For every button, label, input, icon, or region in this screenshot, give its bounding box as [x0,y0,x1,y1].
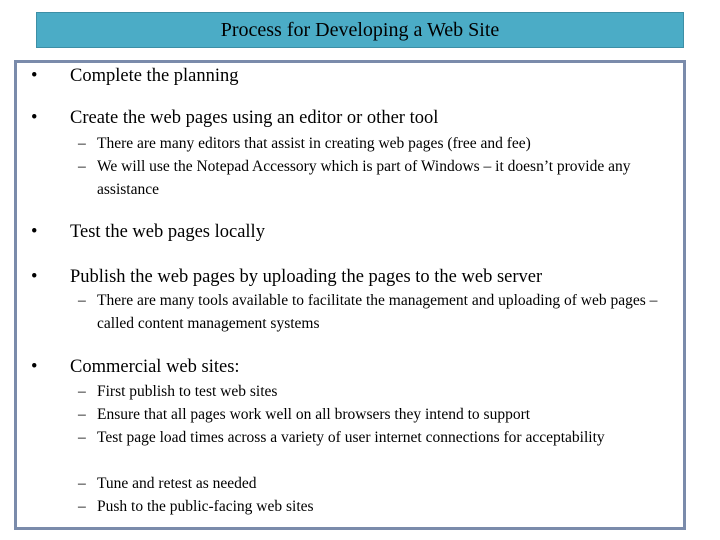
sub-text: We will use the Notepad Accessory which is part of Windows – it doesn’t provide any assistance [97,158,631,198]
sub-text: There are many editors that assist in creating web pages (free and fee) [97,135,531,152]
slide-title-bar [36,12,684,48]
bullet-marker: • [31,222,38,242]
dash-marker: – [78,475,86,492]
bullet-text: Complete the planning [70,66,239,86]
bullet-text: Publish the web pages by uploading the pages to the web server [70,267,543,287]
sub-item [78,381,638,404]
dash-marker: – [78,135,86,152]
sub-text: Push to the public-facing web sites [97,498,314,515]
bullet-text: Create the web pages using an editor or other tool [70,108,439,128]
sub-item [78,427,608,450]
dash-marker: – [78,406,86,423]
slide-title: Process for Developing a Web Site [220,18,500,41]
sub-text: Tune and retest as needed [97,475,257,492]
bullet-item [31,266,542,288]
bullet-text: Commercial web sites: [70,357,240,377]
bullet-marker: • [31,108,38,128]
bullet-item [31,107,438,129]
bullet-item [31,65,239,87]
dash-marker: – [78,429,86,446]
dash-marker: – [78,158,86,175]
sub-item [78,404,638,427]
sub-item [78,133,638,156]
dash-marker: – [78,383,86,400]
sub-text: Test page load times across a variety of user internet connections for acceptability [97,429,605,446]
bullet-item [31,221,265,243]
sub-text: First publish to test web sites [97,383,278,400]
bullet-marker: • [31,66,38,86]
sub-item [78,290,663,335]
sub-text: There are many tools available to facilitate the management and uploading of web pages – called content management systems [97,292,658,332]
sub-item [78,156,638,201]
sub-text: Ensure that all pages work well on all browsers they intend to support [97,406,531,423]
bullet-item [31,356,240,378]
bullet-marker: • [31,267,38,287]
dash-marker: – [78,292,86,309]
bullet-marker: • [31,357,38,377]
bullet-text: Test the web pages locally [70,222,265,242]
dash-marker: – [78,498,86,515]
sub-item [78,496,638,519]
sub-item [78,473,638,496]
